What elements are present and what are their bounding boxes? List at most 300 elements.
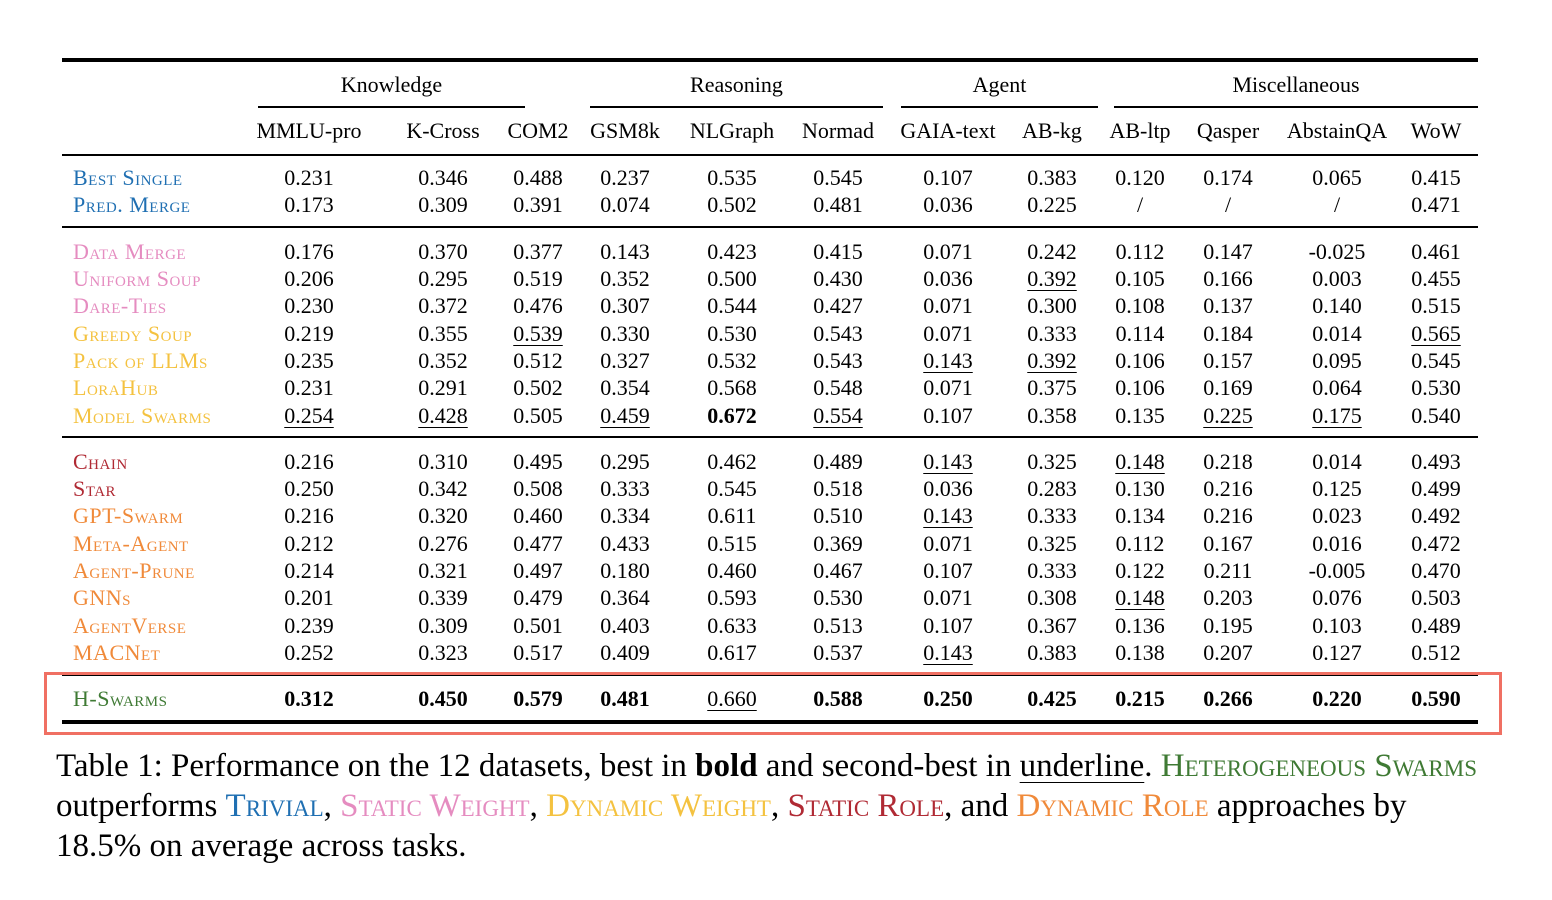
caption-text: approaches by 18.5% on average across tasks. <box>56 788 1407 864</box>
cell-value: 0.103 <box>1312 613 1362 638</box>
table-cell <box>1173 192 1283 218</box>
cell-value: 0.214 <box>284 558 334 583</box>
group-header-knowledge: Knowledge <box>340 72 443 97</box>
cell-value: 0.231 <box>284 375 334 400</box>
cell-value: 0.403 <box>600 613 650 638</box>
cell-value: 0.590 <box>1411 686 1461 711</box>
table-cell <box>783 165 893 191</box>
column-header: AbstainQA <box>1286 118 1388 143</box>
cell-value: 0.310 <box>418 449 468 474</box>
method-name: Best Single <box>73 165 183 190</box>
table-cell <box>1381 239 1491 265</box>
table-cell <box>1381 165 1491 191</box>
group-underline <box>901 106 1098 108</box>
cell-value: 0.166 <box>1203 266 1253 291</box>
caption-sep: , <box>323 788 341 824</box>
column-header: K-Cross <box>406 118 480 143</box>
cell-value: 0.346 <box>418 165 468 190</box>
cell-value: 0.176 <box>284 239 334 264</box>
cell-value: 0.300 <box>1027 293 1077 318</box>
table-cell <box>783 266 893 292</box>
cell-value: 0.127 <box>1312 640 1362 665</box>
cell-value: 0.501 <box>513 613 563 638</box>
cell-value: 0.307 <box>600 293 650 318</box>
table-cell <box>1282 503 1392 529</box>
cell-value: 0.383 <box>1027 640 1077 665</box>
table-cell <box>677 449 787 475</box>
table-cell <box>388 640 498 666</box>
table-cell <box>893 293 1003 319</box>
cell-value: 0.488 <box>513 165 563 190</box>
table-cell <box>1173 613 1283 639</box>
cell-value: 0.530 <box>813 585 863 610</box>
cell-value: 0.543 <box>813 348 863 373</box>
cell-value: 0.503 <box>1411 585 1461 610</box>
cell-value: 0.672 <box>707 403 757 428</box>
table-cell <box>783 476 893 502</box>
cell-value: 0.321 <box>418 558 468 583</box>
cell-value: 0.430 <box>813 266 863 291</box>
cell-value: 0.266 <box>1203 686 1253 711</box>
cell-value: 0.518 <box>813 476 863 501</box>
table-cell <box>254 403 364 429</box>
method-name: Star <box>73 476 117 501</box>
cell-value: 0.409 <box>600 640 650 665</box>
table-cell <box>570 192 680 218</box>
table-cell <box>677 375 787 401</box>
cell-value: 0.071 <box>923 239 973 264</box>
caption-static-weight: Static Weight <box>340 788 530 824</box>
table-cell <box>254 165 364 191</box>
cell-value: 0.143 <box>923 640 973 665</box>
cell-value: 0.291 <box>418 375 468 400</box>
cell-value: 0.157 <box>1203 348 1253 373</box>
cell-value: 0.107 <box>923 165 973 190</box>
cell-value: 0.512 <box>1411 640 1461 665</box>
table-cell <box>783 613 893 639</box>
table-cell <box>388 613 498 639</box>
cell-value: 0.339 <box>418 585 468 610</box>
table-cell <box>570 403 680 429</box>
table-cell <box>1282 165 1392 191</box>
table-cell <box>570 348 680 374</box>
method-name: Model Swarms <box>73 403 212 428</box>
table-cell <box>1173 348 1283 374</box>
cell-value: 0.219 <box>284 321 334 346</box>
table-cell <box>1381 403 1491 429</box>
table-cell <box>388 476 498 502</box>
caption-sep: , <box>529 788 547 824</box>
cell-value: 0.330 <box>600 321 650 346</box>
table-cell <box>570 476 680 502</box>
method-name: H-Swarms <box>73 686 168 711</box>
table-cell <box>388 293 498 319</box>
table-cell <box>254 503 364 529</box>
cell-value: 0.467 <box>813 558 863 583</box>
cell-value: 0.352 <box>600 266 650 291</box>
table-cell <box>1173 403 1283 429</box>
cell-value: 0.472 <box>1411 531 1461 556</box>
caption-static-role: Static Role <box>787 788 945 824</box>
cell-value: 0.143 <box>923 503 973 528</box>
cell-value: 0.180 <box>600 558 650 583</box>
method-name: Uniform Soup <box>73 266 201 291</box>
table-cell <box>893 403 1003 429</box>
cell-value: 0.333 <box>600 476 650 501</box>
cell-value: 0.016 <box>1312 531 1362 556</box>
table-cell <box>893 476 1003 502</box>
table-cell <box>570 640 680 666</box>
cell-value: 0.433 <box>600 531 650 556</box>
cell-value: 0.309 <box>418 613 468 638</box>
table-cell <box>388 239 498 265</box>
table-cell <box>677 531 787 557</box>
table-cell <box>1173 293 1283 319</box>
cell-value: 0.539 <box>513 321 563 346</box>
table-cell <box>570 239 680 265</box>
cell-value: 0.130 <box>1115 476 1165 501</box>
cell-value: 0.237 <box>600 165 650 190</box>
cell-value: 0.515 <box>1411 293 1461 318</box>
table-cell <box>1381 531 1491 557</box>
column-header: MMLU-pro <box>256 118 362 143</box>
table-cell <box>388 585 498 611</box>
cell-value: 0.554 <box>813 403 863 428</box>
cell-value: 0.505 <box>513 403 563 428</box>
table-cell <box>893 640 1003 666</box>
cell-value: 0.530 <box>1411 375 1461 400</box>
cell-value: 0.460 <box>513 503 563 528</box>
table-cell <box>1282 348 1392 374</box>
cell-value: 0.391 <box>513 192 563 217</box>
cell-value: 0.106 <box>1115 375 1165 400</box>
cell-value: 0.355 <box>418 321 468 346</box>
cell-value: 0.495 <box>513 449 563 474</box>
cell-value: 0.120 <box>1115 165 1165 190</box>
cell-value: 0.173 <box>284 192 334 217</box>
cell-value: 0.450 <box>418 686 468 711</box>
caption-ours-name: Heterogeneous Swarms <box>1160 748 1477 784</box>
cell-value: 0.201 <box>284 585 334 610</box>
table-cell <box>1381 613 1491 639</box>
table-cell <box>388 375 498 401</box>
cell-value: 0.383 <box>1027 165 1077 190</box>
cell-value: 0.254 <box>284 403 334 428</box>
cell-value: 0.250 <box>923 686 973 711</box>
table-caption <box>56 746 1496 866</box>
table-cell <box>254 476 364 502</box>
cell-value: 0.112 <box>1115 531 1165 556</box>
cell-value: 0.352 <box>418 348 468 373</box>
method-name: MACNet <box>73 640 161 665</box>
cell-value: 0.512 <box>513 348 563 373</box>
section-rule <box>62 226 1478 228</box>
table-cell <box>1282 640 1392 666</box>
table-cell <box>388 165 498 191</box>
table-cell <box>783 585 893 611</box>
table-cell <box>1381 348 1491 374</box>
cell-value: 0.174 <box>1203 165 1253 190</box>
cell-value: 0.462 <box>707 449 757 474</box>
table-cell <box>783 293 893 319</box>
table-cell <box>254 640 364 666</box>
table-cell <box>1282 558 1392 584</box>
cell-value: 0.545 <box>813 165 863 190</box>
table-cell <box>570 585 680 611</box>
cell-value: 0.074 <box>600 192 650 217</box>
column-header: GAIA-text <box>900 118 996 143</box>
cell-value: 0.230 <box>284 293 334 318</box>
table-cell <box>677 348 787 374</box>
cell-value: -0.025 <box>1308 239 1366 264</box>
cell-value: 0.611 <box>707 503 757 528</box>
caption-text: and second-best in <box>757 748 1020 784</box>
table-cell <box>1173 640 1283 666</box>
cell-value: 0.184 <box>1203 321 1253 346</box>
cell-value: 0.633 <box>707 613 757 638</box>
table-cell <box>1282 403 1392 429</box>
method-name: GPT-Swarm <box>73 503 184 528</box>
cell-value: 0.333 <box>1027 558 1077 583</box>
table-cell <box>1282 239 1392 265</box>
column-header: WoW <box>1410 118 1462 143</box>
caption-text: outperforms <box>56 788 226 824</box>
cell-value: 0.333 <box>1027 321 1077 346</box>
cell-value: 0.216 <box>1203 503 1253 528</box>
cell-value: 0.312 <box>284 686 334 711</box>
cell-value: 0.460 <box>707 558 757 583</box>
table-cell <box>1282 293 1392 319</box>
table-cell <box>783 403 893 429</box>
cell-value: 0.108 <box>1115 293 1165 318</box>
group-underline <box>1114 106 1478 108</box>
method-name: GNNs <box>73 585 132 610</box>
table-cell <box>893 165 1003 191</box>
header-rule <box>62 154 1478 156</box>
cell-value: 0.036 <box>923 266 973 291</box>
table-cell <box>1381 321 1491 347</box>
table-cell <box>570 266 680 292</box>
cell-value: 0.308 <box>1027 585 1077 610</box>
cell-value: 0.231 <box>284 165 334 190</box>
cell-value: 0.481 <box>600 686 650 711</box>
cell-value: 0.323 <box>418 640 468 665</box>
cell-value: 0.427 <box>813 293 863 318</box>
table-cell <box>1282 266 1392 292</box>
cell-value: 0.588 <box>813 686 863 711</box>
cell-value: 0.225 <box>1203 403 1253 428</box>
cell-value: 0.216 <box>284 449 334 474</box>
cell-value: 0.519 <box>513 266 563 291</box>
cell-value: 0.617 <box>707 640 757 665</box>
cell-value: 0.334 <box>600 503 650 528</box>
cell-value: 0.372 <box>418 293 468 318</box>
column-header: AB-kg <box>1022 118 1082 143</box>
table-cell <box>893 503 1003 529</box>
table-cell <box>388 503 498 529</box>
cell-value: 0.036 <box>923 192 973 217</box>
caption-sep: , and <box>944 788 1017 824</box>
cell-value: 0.175 <box>1312 403 1362 428</box>
table-cell <box>570 321 680 347</box>
method-name: Data Merge <box>73 239 187 264</box>
table-cell <box>783 503 893 529</box>
table-cell <box>893 449 1003 475</box>
table-cell <box>1381 192 1491 218</box>
table-cell <box>254 293 364 319</box>
column-header: GSM8k <box>590 118 660 143</box>
cell-value: / <box>1136 192 1144 217</box>
cell-value: 0.023 <box>1312 503 1362 528</box>
cell-value: 0.489 <box>1411 613 1461 638</box>
cell-value: 0.510 <box>813 503 863 528</box>
caption-text: . <box>1144 748 1161 784</box>
table-cell <box>254 348 364 374</box>
table-cell <box>570 613 680 639</box>
method-name: Meta-Agent <box>73 531 189 556</box>
table-cell <box>570 293 680 319</box>
cell-value: 0.135 <box>1115 403 1165 428</box>
table-cell <box>677 558 787 584</box>
cell-value: 0.220 <box>1312 686 1362 711</box>
cell-value: 0.459 <box>600 403 650 428</box>
cell-value: 0.508 <box>513 476 563 501</box>
table-cell <box>783 531 893 557</box>
cell-value: 0.530 <box>707 321 757 346</box>
table-cell <box>783 558 893 584</box>
table-cell <box>783 321 893 347</box>
cell-value: 0.493 <box>1411 449 1461 474</box>
caption-text: Table 1: Performance on the 12 datasets, best in <box>56 748 696 784</box>
table-cell <box>893 321 1003 347</box>
table-cell <box>677 321 787 347</box>
table-cell <box>254 531 364 557</box>
cell-value: 0.148 <box>1115 449 1165 474</box>
table-cell <box>783 375 893 401</box>
cell-value: 0.242 <box>1027 239 1077 264</box>
table-cell <box>388 348 498 374</box>
table-cell <box>677 403 787 429</box>
table-cell <box>1282 531 1392 557</box>
cell-value: 0.071 <box>923 585 973 610</box>
table-cell <box>254 192 364 218</box>
cell-value: 0.499 <box>1411 476 1461 501</box>
cell-value: 0.579 <box>513 686 563 711</box>
method-name: Dare-Ties <box>73 293 167 318</box>
cell-value: 0.545 <box>707 476 757 501</box>
cell-value: 0.471 <box>1411 192 1461 217</box>
cell-value: 0.543 <box>813 321 863 346</box>
cell-value: / <box>1224 192 1232 217</box>
cell-value: 0.367 <box>1027 613 1077 638</box>
group-header-reasoning: Reasoning <box>690 72 783 97</box>
cell-value: 0.136 <box>1115 613 1165 638</box>
cell-value: / <box>1333 192 1341 217</box>
caption-sep: , <box>770 788 788 824</box>
column-header: Normad <box>801 118 875 143</box>
cell-value: 0.138 <box>1115 640 1165 665</box>
table-cell <box>254 375 364 401</box>
table-cell <box>1173 531 1283 557</box>
cell-value: 0.095 <box>1312 348 1362 373</box>
caption-underline-word: underline <box>1019 748 1145 784</box>
cell-value: 0.415 <box>813 239 863 264</box>
table-cell <box>570 558 680 584</box>
table-cell <box>893 375 1003 401</box>
table-cell <box>783 449 893 475</box>
cell-value: 0.375 <box>1027 375 1077 400</box>
cell-value: 0.076 <box>1312 585 1362 610</box>
cell-value: 0.169 <box>1203 375 1253 400</box>
table-cell <box>254 613 364 639</box>
cell-value: 0.071 <box>923 531 973 556</box>
cell-value: 0.107 <box>923 613 973 638</box>
method-name: Agent-Prune <box>73 558 195 583</box>
cell-value: 0.250 <box>284 476 334 501</box>
table-cell <box>1173 321 1283 347</box>
cell-value: 0.568 <box>707 375 757 400</box>
cell-value: 0.428 <box>418 403 468 428</box>
method-name: Pack of LLMs <box>73 348 208 373</box>
cell-value: 0.517 <box>513 640 563 665</box>
cell-value: 0.215 <box>1115 686 1165 711</box>
cell-value: 0.195 <box>1203 613 1253 638</box>
table-cell <box>1282 192 1392 218</box>
cell-value: 0.014 <box>1312 321 1362 346</box>
table-cell <box>570 449 680 475</box>
cell-value: 0.065 <box>1312 165 1362 190</box>
cell-value: 0.114 <box>1115 321 1165 346</box>
cell-value: 0.660 <box>707 686 757 711</box>
cell-value: 0.112 <box>1115 239 1165 264</box>
table-cell <box>1282 613 1392 639</box>
cell-value: 0.134 <box>1115 503 1165 528</box>
table-cell <box>254 558 364 584</box>
table-cell <box>677 192 787 218</box>
cell-value: 0.225 <box>1027 192 1077 217</box>
table-cell <box>677 239 787 265</box>
cell-value: 0.325 <box>1027 531 1077 556</box>
cell-value: 0.125 <box>1312 476 1362 501</box>
cell-value: 0.276 <box>418 531 468 556</box>
table-cell <box>570 531 680 557</box>
table-cell <box>677 613 787 639</box>
cell-value: 0.212 <box>284 531 334 556</box>
group-underline <box>590 106 883 108</box>
table-cell <box>1173 375 1283 401</box>
cell-value: 0.364 <box>600 585 650 610</box>
table-cell <box>570 165 680 191</box>
table-cell <box>1381 585 1491 611</box>
method-name: LoraHub <box>73 375 159 400</box>
cell-value: 0.477 <box>513 531 563 556</box>
cell-value: 0.370 <box>418 239 468 264</box>
table-cell <box>893 239 1003 265</box>
method-name: Chain <box>73 449 128 474</box>
cell-value: 0.327 <box>600 348 650 373</box>
cell-value: 0.593 <box>707 585 757 610</box>
table-cell <box>1381 375 1491 401</box>
method-name: AgentVerse <box>73 613 187 638</box>
cell-value: 0.295 <box>600 449 650 474</box>
table-cell <box>677 165 787 191</box>
table-cell <box>1381 558 1491 584</box>
table-cell <box>677 266 787 292</box>
cell-value: 0.107 <box>923 403 973 428</box>
table-cell <box>388 449 498 475</box>
table-cell <box>254 449 364 475</box>
cell-value: 0.532 <box>707 348 757 373</box>
